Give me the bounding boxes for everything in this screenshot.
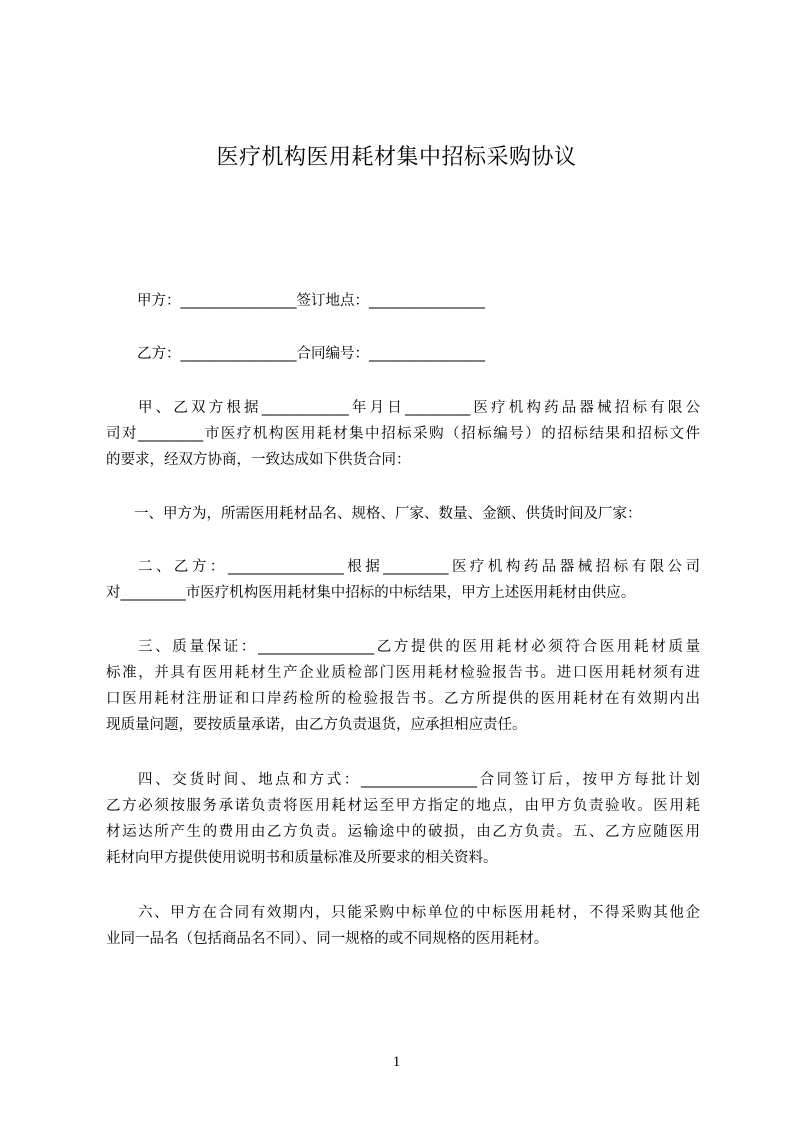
- paragraph-line: 三、质量保证：________________乙方提供的医用耗材必须符合医用耗材质量: [138, 639, 700, 655]
- party-b-line: 乙方：________________合同编号：________________: [137, 346, 485, 362]
- paragraph-agreement-basis: [106, 398, 700, 476]
- paragraph-clause-3: [106, 637, 700, 741]
- paragraph-line: 乙方必须按服务承诺负责将医用耗材运至甲方指定的地点，由甲方负责验收。医用耗: [106, 798, 700, 814]
- paragraph-line: 的要求，经双方协商，一致达成如下供货合同：: [106, 452, 411, 468]
- document-title: 医疗机构医用耗材集中招标采购协议: [216, 145, 577, 170]
- paragraph-line: 二、乙方：________________根据_________医疗机构药品器械招标有限公司: [138, 559, 700, 575]
- paragraph-line: 现质量问题，要按质量承诺，由乙方负责退货，应承担相应责任。: [106, 717, 527, 733]
- paragraph-clause-6: [106, 903, 700, 955]
- page-number: 1: [392, 1054, 401, 1070]
- paragraph-line: 甲、乙双方根据____________年月日_________医疗机构药品器械招标有限公: [138, 400, 700, 416]
- paragraph-line: 材运达所产生的费用由乙方负责。运输途中的破损，由乙方负责。五、乙方应随医用: [106, 824, 700, 840]
- paragraph-line: 对_________市医疗机构医用耗材集中招标的中标结果，甲方上述医用耗材由供应。: [106, 585, 636, 601]
- paragraph-clause-1: [106, 504, 700, 530]
- paragraph-clause-2: [106, 557, 700, 609]
- paragraph-line: 口医用耗材注册证和口岸药检所的检验报告书。乙方所提供的医用耗材在有效期内出: [106, 691, 700, 707]
- party-a-line: 甲方：________________签订地点：________________: [137, 293, 485, 309]
- paragraph-clause-4: [106, 770, 700, 874]
- paragraph-line: 标准，并具有医用耗材生产企业质检部门医用耗材检验报告书。进口医用耗材须有进: [106, 665, 700, 681]
- paragraph-line: 耗材向甲方提供使用说明书和质量标准及所要求的相关资料。: [106, 850, 498, 866]
- paragraph-line: 司对_________市医疗机构医用耗材集中招标采购（招标编号）的招标结果和招标文件: [106, 426, 700, 442]
- paragraph-line: 四、交货时间、地点和方式：________________合同签订后，按甲方每批计划: [138, 772, 700, 788]
- paragraph-line: 业同一品名（包括商品名不同）、同一规格的或不同规格的医用耗材。: [106, 931, 549, 947]
- paragraph-line: 一、甲方为，所需医用耗材品名、规格、厂家、数量、金额、供货时间及厂家：: [134, 506, 642, 522]
- paragraph-line: 六、甲方在合同有效期内，只能采购中标单位的中标医用耗材，不得采购其他企: [138, 905, 700, 921]
